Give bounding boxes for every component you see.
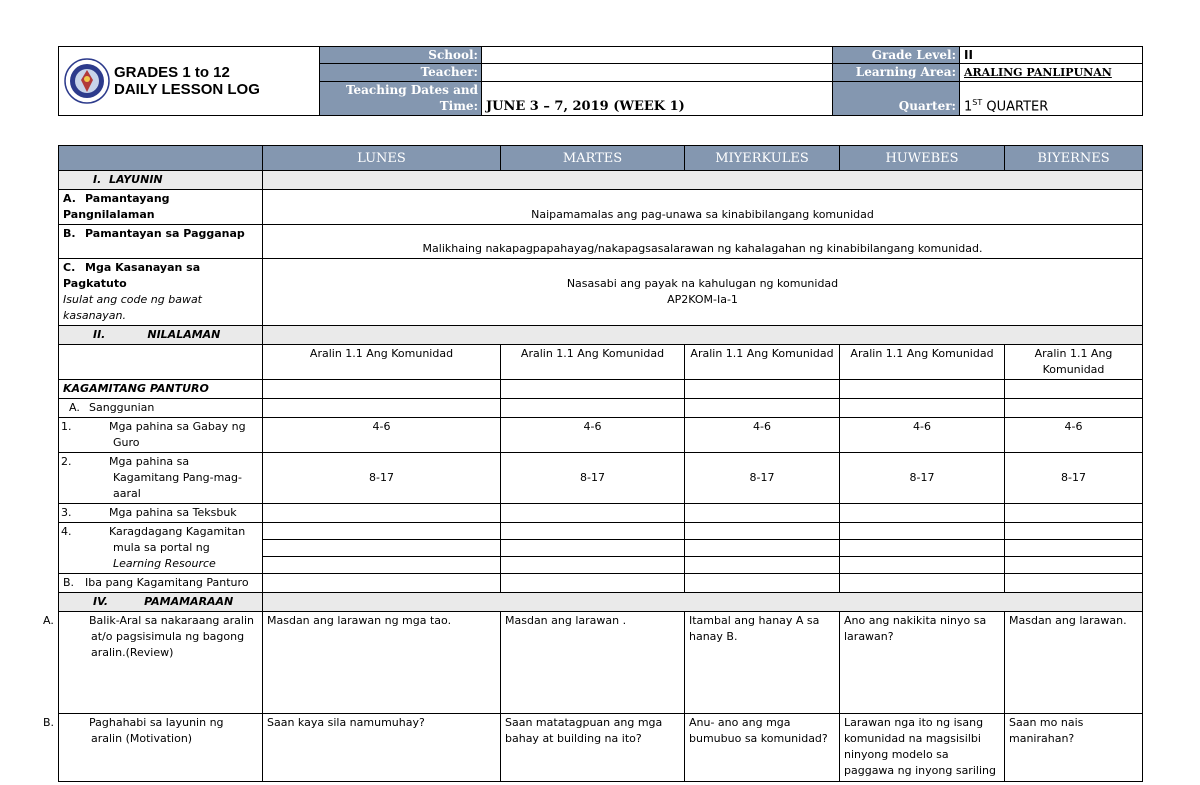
paghahabi-label: B. Paghahabi sa layunin ng aralin (Motivation)	[59, 714, 263, 782]
school-field[interactable]	[482, 47, 833, 64]
kasanayan-note: Isulat ang code ng bawat kasanayan.	[63, 293, 202, 322]
gabay-monday[interactable]: 4-6	[263, 418, 501, 453]
kagamitan-row	[59, 380, 1143, 399]
section-layunin-label: I. LAYUNIN	[59, 171, 263, 190]
balik-label: A. Balik-Aral sa nakaraang aralin at/o pagsisimula ng bagong aralin.(Review)	[59, 612, 263, 714]
aralin-thursday[interactable]: Aralin 1.1 Ang Komunidad	[840, 345, 1005, 380]
quarter-label: Quarter:	[833, 81, 960, 116]
gabay-row	[59, 418, 1143, 453]
aralin-friday[interactable]: Aralin 1.1 Ang Komunidad	[1005, 345, 1143, 380]
grade-level-label: Grade Level:	[833, 47, 960, 64]
aralin-tuesday[interactable]: Aralin 1.1 Ang Komunidad	[501, 345, 685, 380]
karagdagang-row-1	[59, 523, 1143, 540]
section-pamamaraan-fill	[263, 593, 1143, 612]
teacher-field[interactable]	[482, 64, 833, 81]
section-pamamaraan-row	[59, 593, 1143, 612]
gabay-thursday[interactable]: 4-6	[840, 418, 1005, 453]
kasanayan-value[interactable]: Nasasabi ang payak na kahulugan ng komunidad AP2KOM-Ia-1	[263, 259, 1143, 326]
dates-label: Teaching Dates and Time:	[320, 81, 482, 116]
teacher-label: Teacher:	[320, 64, 482, 81]
kagamitang-monday[interactable]: 8-17	[263, 453, 501, 504]
kasanayan-code: AP2KOM-Ia-1	[667, 293, 738, 306]
section-nilalaman-row	[59, 326, 1143, 345]
pamantayang-value[interactable]: Naipamamalas ang pag-unawa sa kinabibilangang komunidad	[263, 190, 1143, 225]
log-title: GRADES 1 to 12 DAILY LESSON LOG	[114, 64, 260, 98]
pamantayang-row	[59, 190, 1143, 225]
header-table	[58, 46, 1143, 116]
day-header-friday: BIYERNES	[1005, 146, 1143, 171]
aralin-row	[59, 345, 1143, 380]
teksbuk-label: 3. Mga pahina sa Teksbuk	[59, 504, 263, 523]
quarter-text: QUARTER	[982, 99, 1049, 114]
sanggunian-label: A. Sanggunian	[59, 399, 263, 418]
pagganap-row	[59, 225, 1143, 259]
day-header-tuesday: MARTES	[501, 146, 685, 171]
aralin-label	[59, 345, 263, 380]
section-layunin-fill	[263, 171, 1143, 190]
logo-cell	[59, 47, 320, 116]
balik-row	[59, 612, 1143, 714]
kagamitang-wednesday[interactable]: 8-17	[685, 453, 840, 504]
paghahabi-tuesday[interactable]: Saan matatagpuan ang mga bahay at building na ito?	[501, 714, 685, 782]
pagganap-label: B. Pamantayan sa Pagganap	[59, 225, 263, 259]
corner-cell	[59, 146, 263, 171]
aralin-monday[interactable]: Aralin 1.1 Ang Komunidad	[263, 345, 501, 380]
paghahabi-wednesday[interactable]: Anu- ano ang mga bumubuo sa komunidad?	[685, 714, 840, 782]
kagamitang-friday[interactable]: 8-17	[1005, 453, 1143, 504]
iba-row	[59, 574, 1143, 593]
paghahabi-thursday[interactable]: Larawan nga ito ng isang komunidad na magsisilbi ninyong modelo sa paggawa ng inyong sariling	[840, 714, 1005, 782]
dates-field[interactable]: JUNE 3 – 7, 2019 (WEEK 1)	[482, 81, 833, 116]
gabay-friday[interactable]: 4-6	[1005, 418, 1143, 453]
sanggunian-row	[59, 399, 1143, 418]
deped-seal-icon	[64, 58, 110, 104]
section-layunin-row	[59, 171, 1143, 190]
paghahabi-monday[interactable]: Saan kaya sila namumuhay?	[263, 714, 501, 782]
balik-tuesday[interactable]: Masdan ang larawan .	[501, 612, 685, 714]
balik-wednesday[interactable]: Itambal ang hanay A sa hanay B.	[685, 612, 840, 714]
kagamitang-label: 2. Mga pahina sa Kagamitang Pang-mag-aaral	[59, 453, 263, 504]
grade-level-field[interactable]: II	[960, 47, 1143, 64]
iba-label: B. Iba pang Kagamitang Panturo	[59, 574, 263, 593]
balik-friday[interactable]: Masdan ang larawan.	[1005, 612, 1143, 714]
pamantayang-label: A. Pamantayang Pangnilalaman	[59, 190, 263, 225]
quarter-field[interactable]	[960, 81, 1143, 116]
quarter-suffix: ST	[972, 97, 983, 107]
section-nilalaman-fill	[263, 326, 1143, 345]
balik-monday[interactable]: Masdan ang larawan ng mga tao.	[263, 612, 501, 714]
kagamitang-thursday[interactable]: 8-17	[840, 453, 1005, 504]
teksbuk-row	[59, 504, 1143, 523]
gabay-tuesday[interactable]: 4-6	[501, 418, 685, 453]
section-nilalaman-label: II. NILALAMAN	[59, 326, 263, 345]
school-label: School:	[320, 47, 482, 64]
learning-area-field[interactable]: ARALING PANLIPUNAN	[960, 64, 1143, 81]
kagamitang-row	[59, 453, 1143, 504]
days-header-row	[59, 146, 1143, 171]
pagganap-value[interactable]: Malikhaing nakapagpapahayag/nakapagsasalarawan ng kahalagahan ng kinabibilangang komunidad.	[263, 225, 1143, 259]
kasanayan-label: C. Mga Kasanayan sa Pagkatuto Isulat ang code ng bawat kasanayan.	[59, 259, 263, 326]
gabay-wednesday[interactable]: 4-6	[685, 418, 840, 453]
balik-thursday[interactable]: Ano ang nakikita ninyo sa larawan?	[840, 612, 1005, 714]
kagamitang-tuesday[interactable]: 8-17	[501, 453, 685, 504]
kagamitan-label: KAGAMITANG PANTURO	[59, 380, 263, 399]
aralin-wednesday[interactable]: Aralin 1.1 Ang Komunidad	[685, 345, 840, 380]
day-header-monday: LUNES	[263, 146, 501, 171]
karagdagang-label: 4. Karagdagang Kagamitan mula sa portal ng Learning Resource	[59, 523, 263, 574]
paghahabi-row	[59, 714, 1143, 782]
day-header-thursday: HUWEBES	[840, 146, 1005, 171]
paghahabi-friday[interactable]: Saan mo nais manirahan?	[1005, 714, 1143, 782]
lesson-log-table	[43, 145, 1143, 782]
learning-area-label: Learning Area:	[833, 64, 960, 81]
kasanayan-row	[59, 259, 1143, 326]
quarter-number: 1	[964, 99, 973, 114]
gabay-label: 1. Mga pahina sa Gabay ng Guro	[59, 418, 263, 453]
section-pamamaraan-label: IV. PAMAMARAAN	[59, 593, 263, 612]
day-header-wednesday: MIYERKULES	[685, 146, 840, 171]
